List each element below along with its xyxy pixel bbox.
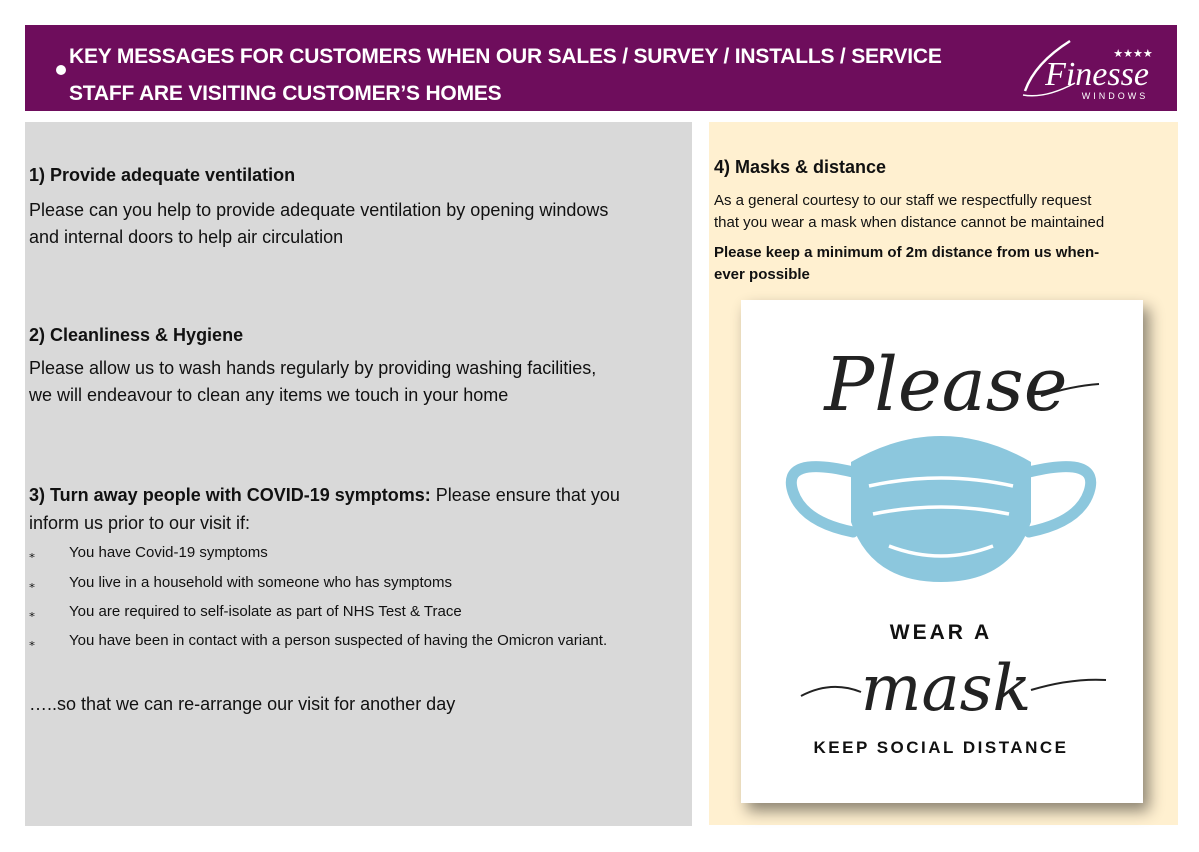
list-item-text: You have Covid-19 symptoms xyxy=(69,544,268,561)
poster-wear-label: WEAR A xyxy=(889,621,993,644)
banner-title-line1: KEY MESSAGES FOR CUSTOMERS WHEN OUR SALES / SURVEY / INSTALLS / SERVICE xyxy=(69,45,942,68)
ventilation-heading: 1) Provide adequate ventilation xyxy=(29,165,296,185)
symptoms-lead: Please ensure that you xyxy=(430,485,620,505)
symptoms-closing: …..so that we can re-arrange our visit for another day xyxy=(29,694,456,714)
ventilation-text-line1: Please can you help to provide adequate ventilation by opening windows xyxy=(29,200,609,220)
bullet-dot xyxy=(56,65,66,75)
distance-text-line2: ever possible xyxy=(714,266,810,283)
poster-artwork xyxy=(741,300,1143,803)
masks-text-line1: As a general courtesy to our staff we respectfully request xyxy=(714,192,1092,209)
list-item-text: You are required to self-isolate as part of NHS Test & Trace xyxy=(69,603,462,620)
distance-text-line1: Please keep a minimum of 2m distance from us when- xyxy=(714,244,1100,261)
mask-icon xyxy=(791,436,1090,582)
bullet-marker: ⁎ xyxy=(29,635,35,649)
logo-wordmark: Finesse xyxy=(1045,56,1149,93)
bullet-marker: ⁎ xyxy=(29,606,35,620)
poster-script-mask: mask xyxy=(860,652,1032,726)
symptoms-heading-line xyxy=(29,482,620,509)
poster-footer-label: KEEP SOCIAL DISTANCE xyxy=(813,738,1069,757)
symptoms-text-line2: inform us prior to our visit if: xyxy=(29,513,251,533)
bullet-marker: ⁎ xyxy=(29,577,35,591)
mask-poster xyxy=(741,300,1143,803)
banner-title xyxy=(69,38,999,112)
masks-heading: 4) Masks & distance xyxy=(714,157,887,177)
symptoms-heading: 3) Turn away people with COVID-19 symptoms: xyxy=(29,485,431,505)
left-panel xyxy=(25,122,692,826)
logo-subtitle: WINDOWS xyxy=(1081,91,1149,101)
hygiene-text-line2: we will endeavour to clean any items we touch in your home xyxy=(29,385,509,405)
hygiene-heading: 2) Cleanliness & Hygiene xyxy=(29,325,244,345)
list-item-text: You have been in contact with a person suspected of having the Omicron variant. xyxy=(69,632,608,649)
list-item-text: You live in a household with someone who has symptoms xyxy=(69,574,452,591)
logo-stars: ★★★★ xyxy=(1113,47,1153,60)
poster-script-please: Please xyxy=(824,342,1068,428)
masks-text-line2: that you wear a mask when distance cannot be maintained xyxy=(714,214,1105,231)
header-banner xyxy=(25,25,1177,111)
ventilation-text-line2: and internal doors to help air circulation xyxy=(29,227,344,247)
bullet-marker: ⁎ xyxy=(29,547,35,561)
banner-title-line2: STAFF ARE VISITING CUSTOMER’S HOMES xyxy=(69,82,502,105)
finesse-logo xyxy=(1015,33,1165,103)
hygiene-text-line1: Please allow us to wash hands regularly by providing washing facilities, xyxy=(29,358,597,378)
